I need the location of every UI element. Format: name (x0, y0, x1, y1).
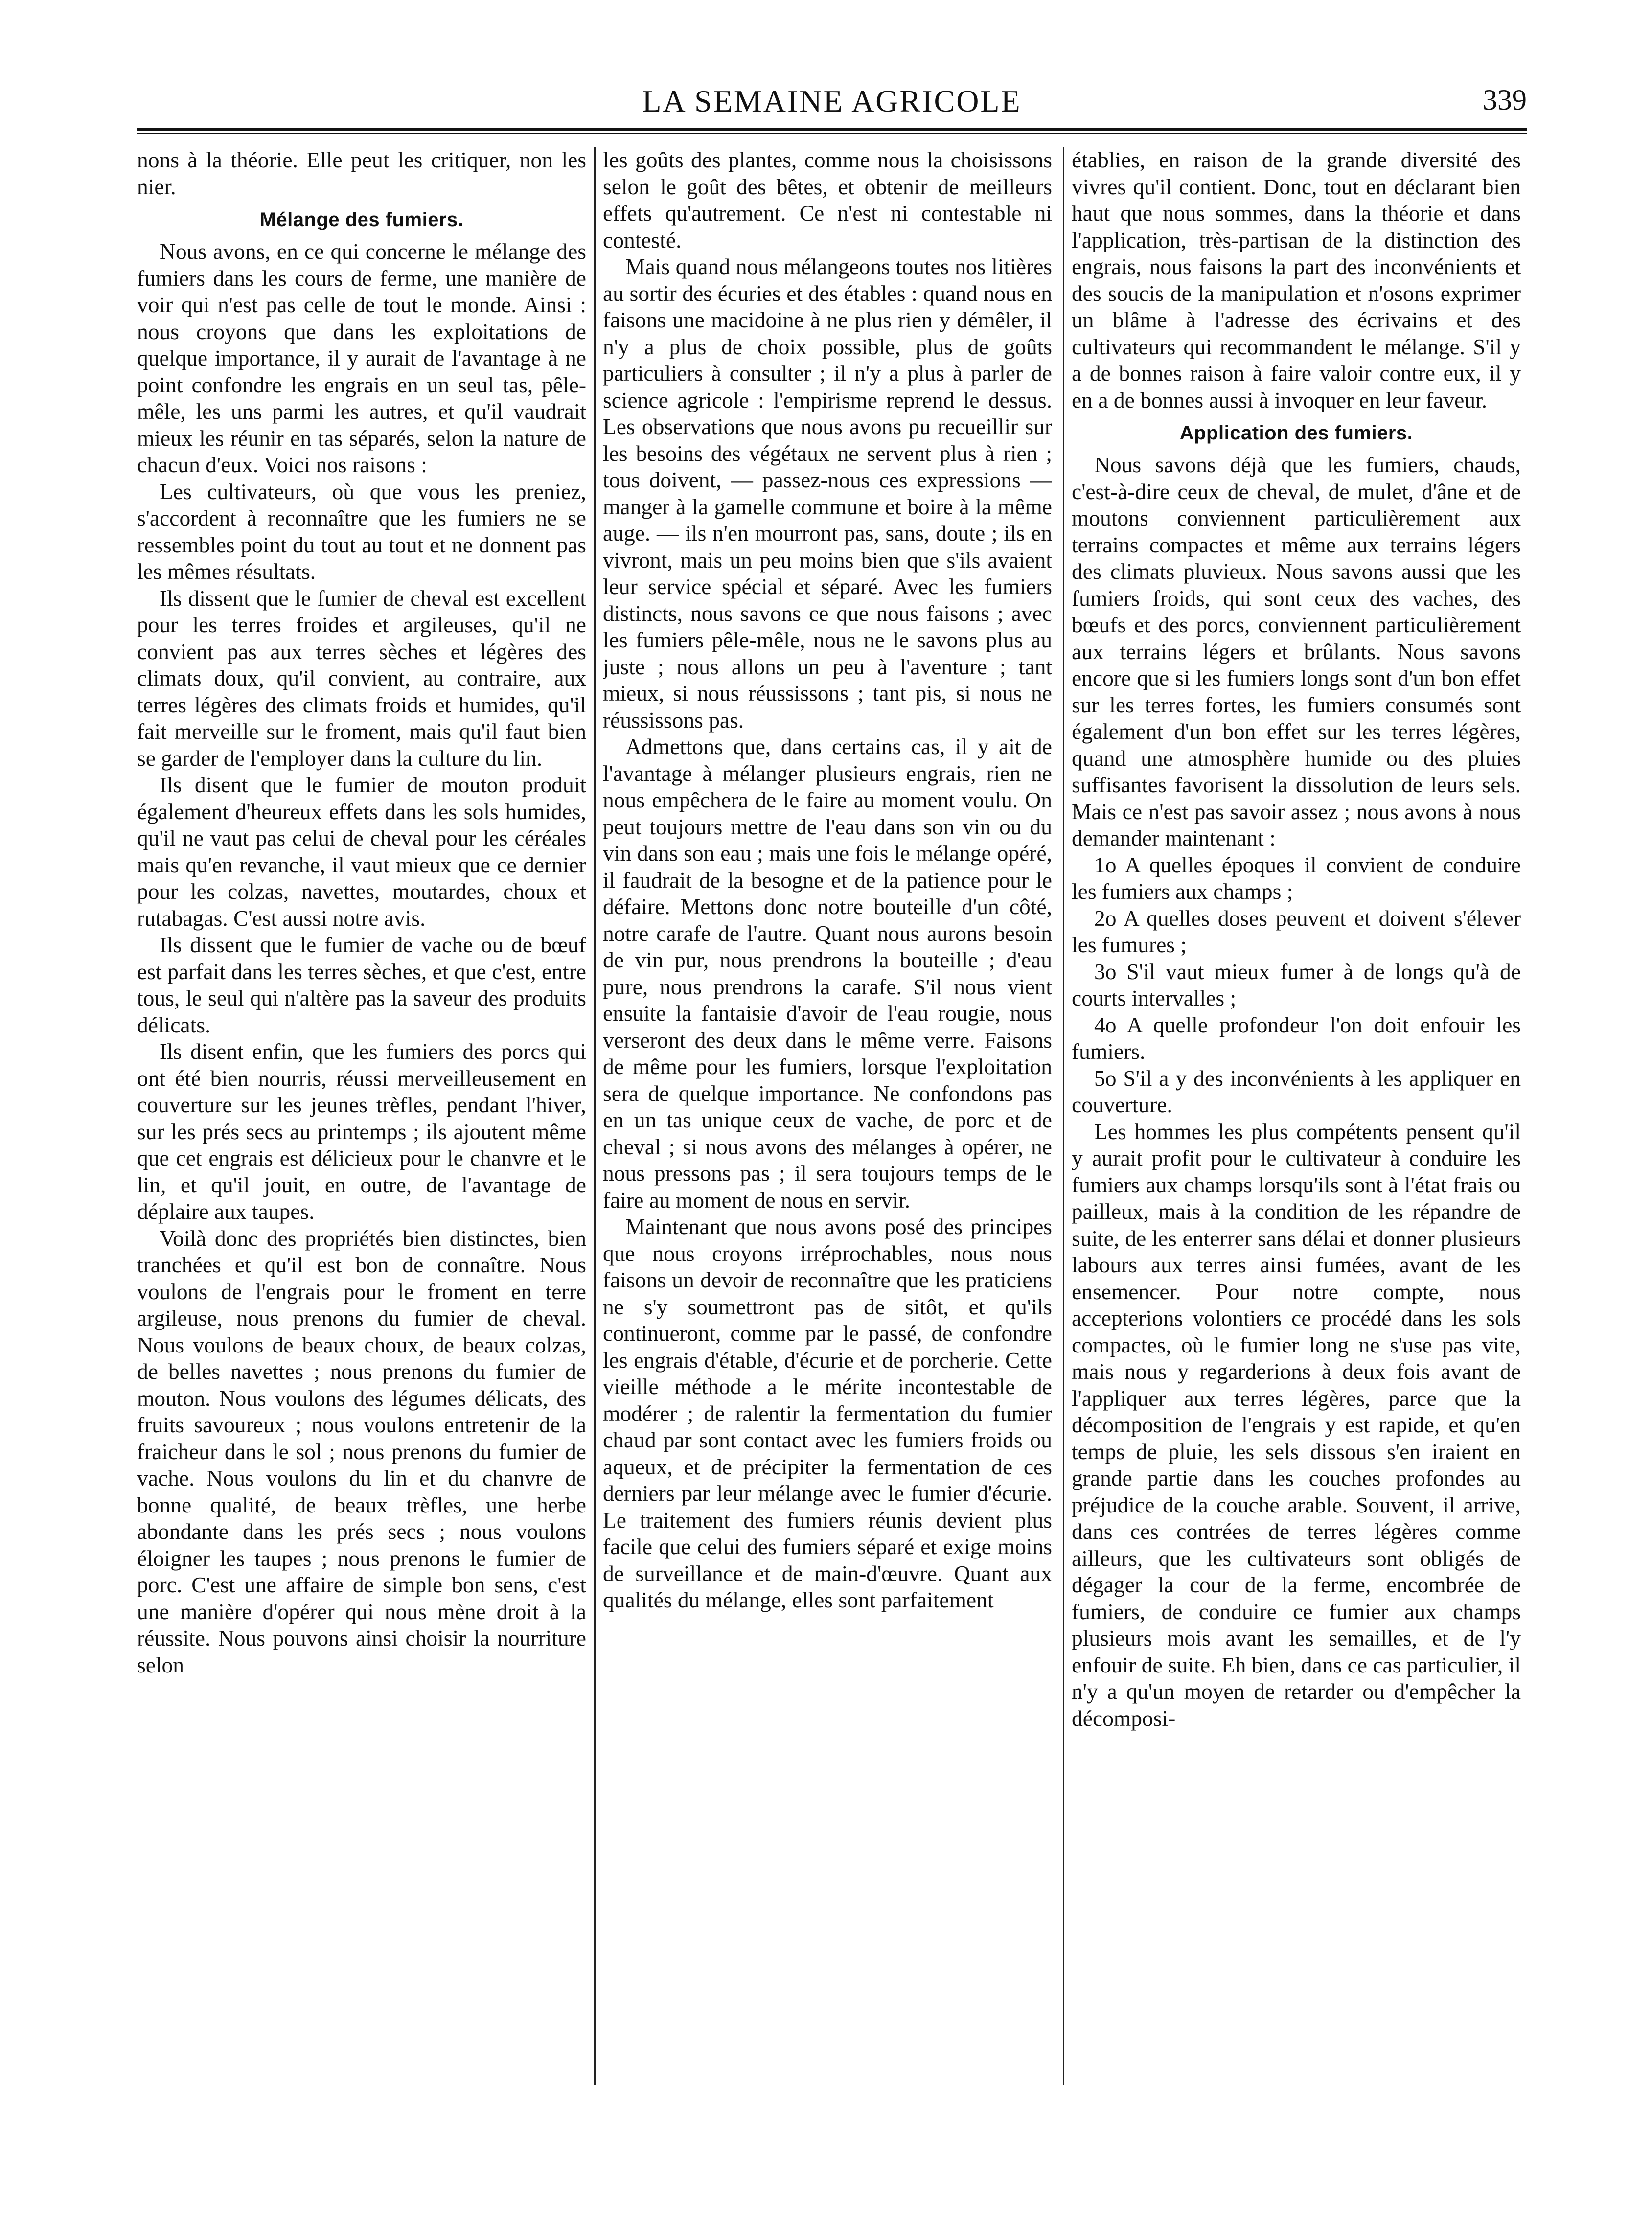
paragraph: 1o A quelles époques il convient de conduire les fumiers aux champs ; (1072, 852, 1521, 904)
paragraph: établies, en raison de la grande diversité des vivres qu'il contient. Donc, tout en déclarant bien haut que nous sommes, dans la théorie et dans l'application, très-partisan de la distinction des engrais, nous faisons la part des inconvénients et des soucis de la manipulation et n'osons exprimer un blâme à l'adresse des écrivains et des cultivateurs qui recommandent le mélange. S'il y a de bonnes raison à faire valoir contre eux, il y en a de bonnes aussi à invoquer en leur faveur. (1072, 147, 1521, 412)
paragraph: Nous avons, en ce qui concerne le mélange des fumiers dans les cours de ferme, une manière de voir qui n'est pas celle de tout le monde. Ainsi : nous croyons que dans les exploitations de quelque importance, il y aurait de l'avantage à ne point confondre les engrais en un seul tas, pêle-mêle, les uns parmi les autres, et qu'il vaudrait mieux les réunir en tas séparés, selon la nature de chacun d'eux. Voici nos raisons : (137, 239, 586, 477)
paragraph: Ils disent que le fumier de mouton produit également d'heureux effets dans les sols humides, qu'il ne vaut pas celui de cheval pour les céréales mais qu'en revanche, il vaut mieux que ce dernier pour les colzas, navettes, moutardes, choux et rutabagas. C'est aussi notre avis. (137, 772, 586, 931)
page-number: 339 (1483, 84, 1527, 116)
paragraph: 2o A quelles doses peuvent et doivent s'élever les fumures ; (1072, 905, 1521, 957)
paragraph: 3o S'il vaut mieux fumer à de longs qu'à de courts intervalles ; (1072, 959, 1521, 1010)
text-column-1 (137, 147, 586, 2085)
paragraph: Voilà donc des propriétés bien distinctes, bien tranchées et qu'il est bon de connaître. Nous voulons de l'engrais pour le froment en terre argileuse, nous prenons du fumier de cheval. Nous voulons de beaux choux, de beaux colzas, de belles navettes ; nous prenons du fumier de mouton. Nous voulons des légumes délicats, des fruits savoureux ; nous voulons entretenir de la fraicheur dans le sol ; nous prenons du fumier de vache. Nous voulons du lin et du chanvre de bonne qualité, de beaux trèfles, une herbe abondante dans les prés secs ; nous voulons éloigner les taupes ; nous prenons le fumier de porc. C'est une affaire de simple bon sens, c'est une manière d'opérer qui nous mène droit à la réussite. Nous pouvons ainsi choisir la nourriture selon (137, 1225, 586, 1677)
running-title: LA SEMAINE AGRICOLE (642, 84, 1022, 118)
paragraph: Ils disent enfin, que les fumiers des porcs qui ont été bien nourris, réussi merveilleusement en couverture sur les jeunes trèfles, pendant l'hiver, sur les prés secs au printemps ; ils ajoutent même que cet engrais est délicieux pour le chanvre et le lin, et qu'il jouit, en outre, de l'avantage de déplaire aux taupes. (137, 1039, 586, 1224)
paragraph: les goûts des plantes, comme nous la choisissons selon le goût des bêtes, et obtenir de meilleurs effets qu'autrement. Ce n'est ni contestable ni contesté. (603, 147, 1052, 252)
column-divider (594, 147, 596, 2085)
column-divider (1063, 147, 1064, 2085)
paragraph: nons à la théorie. Elle peut les critiquer, non les nier. (137, 147, 586, 199)
text-column-2 (603, 147, 1052, 2085)
paragraph: Mais quand nous mélangeons toutes nos litières au sortir des écuries et des étables : quand nous en faisons une macidoine à ne plus rien y démêler, il n'y a plus de choix possible, plus de goûts particuliers à consulter ; il n'y a plus à parler de science agricole : l'empirisme reprend le dessus. Les observations que nous avons pu recueillir sur les besoins des végétaux ne servent plus à rien ; tous doivent, — passez-nous ces expressions — manger à la gamelle commune et boire à la même auge. — ils n'en mourront pas, sans, doute ; ils en vivront, mais un peu moins bien que s'ils avaient leur service spécial et séparé. Avec les fumiers distincts, nous savons ce que nous faisons ; avec les fumiers pêle-mêle, nous ne le savons plus au juste ; nous allons un peu à l'aventure ; tant mieux, si nous réussissons ; tant pis, si nous ne réussissons pas. (603, 254, 1052, 733)
header-rule (137, 128, 1527, 134)
paragraph: Admettons que, dans certains cas, il y ait de l'avantage à mélanger plusieurs engrais, rien ne nous empêchera de le faire au moment voulu. On peut toujours mettre de l'eau dans son vin ou du vin dans son eau ; mais une fois le mélange opéré, il faudrait de la besogne et de la patience pour le défaire. Mettons donc notre bouteille d'un côté, notre carafe de l'autre. Quant nous aurons besoin de vin pur, nous prendrons la bouteille ; d'eau pure, nous prendrons la carafe. S'il nous vient ensuite la fantaisie d'avoir de l'eau rougie, nous verseront des deux dans le même verre. Faisons de même pour les fumiers, lorsque l'exploitation sera de quelque importance. Ne confondons pas en un tas unique ceux de vache, de porc et de cheval ; si nous avons des mélanges à opérer, ne nous pressons pas ; il sera toujours temps de le faire au moment de nous en servir. (603, 734, 1052, 1213)
paragraph: Maintenant que nous avons posé des principes que nous croyons irréprochables, nous nous faisons un devoir de reconnaître que les praticiens ne s'y soumettront pas de sitôt, et qu'ils continueront, comme par le passé, de confondre les engrais d'étable, d'écurie et de porcherie. Cette vieille méthode a le mérite incontestable de modérer ; de ralentir la fermentation du fumier chaud par sont contact avec les fumiers froids ou aqueux, et de précipiter la fermentation de ces derniers par leur mélange avec le fumier d'écurie. Le traitement des fumiers réunis devient plus facile que celui des fumiers séparé et exige moins de surveillance et de main-d'œuvre. Quant aux qualités du mélange, elles sont parfaitement (603, 1214, 1052, 1612)
paragraph: Ils dissent que le fumier de vache ou de bœuf est parfait dans les terres sèches, et que c'est, entre tous, le seul qui n'altère pas la saveur des produits délicats. (137, 932, 586, 1037)
text-column-3 (1072, 147, 1521, 2085)
section-heading: Mélange des fumiers. (259, 209, 464, 230)
paragraph: Nous savons déjà que les fumiers, chauds, c'est-à-dire ceux de cheval, de mulet, d'âne et de moutons conviennent particulièrement aux terrains compactes et même aux terrains légers des climats pluvieux. Nous savons aussi que les fumiers froids, qui sont ceux des vaches, des bœufs et des porcs, conviennent particulièrement aux terrains légers et brûlants. Nous savons encore que si les fumiers longs sont d'un bon effet sur les terres fortes, les fumiers consumés sont également d'un bon effet sur les terres légères, quand une atmosphère humide ou des pluies suffisantes favorisent la dissolution de leurs sels. Mais ce n'est pas savoir assez ; nous avons à nous demander maintenant : (1072, 452, 1521, 850)
paragraph: 5o S'il a y des inconvénients à les appliquer en couverture. (1072, 1065, 1521, 1117)
paragraph: 4o A quelle profondeur l'on doit enfouir les fumiers. (1072, 1012, 1521, 1064)
paragraph: Ils dissent que le fumier de cheval est excellent pour les terres froides et argileuses, qu'il ne convient pas aux terres sèches et légères des climats doux, qu'il convient, au contraire, aux terres légères des climats froids et humides, qu'il fait merveille sur le froment, mais qu'il faut bien se garder de l'employer dans la culture du lin. (137, 585, 586, 771)
paragraph: Les hommes les plus compétents pensent qu'il y aurait profit pour le cultivateur à conduire les fumiers aux champs lorsqu'ils sont à l'état frais ou pailleux, mais à la condition de les répandre de suite, de les enterrer sans délai et donner plusieurs labours aux terres ainsi fumées, avant de les ensemencer. Pour notre compte, nous accepterions volontiers ce procédé dans les sols compactes, où le fumier long ne s'use pas vite, mais nous y regarderions à deux fois avant de l'appliquer aux terres légères, parce que la décomposition de l'engrais y est rapide, et qu'en temps de pluie, les sels dissous s'en iraient en grande partie dans les couches profondes au préjudice de la couche arable. Souvent, il arrive, dans ces contrées de terres légères comme ailleurs, que les cultivateurs sont obligés de dégager la cour de la ferme, encombrée de fumiers, de conduire ce fumier aux champs plusieurs mois avant les semailles, et de l'y enfouir de suite. Eh bien, dans ce cas particulier, il n'y a qu'un moyen de retarder ou d'empêcher la décomposi- (1072, 1119, 1521, 1731)
section-heading: Application des fumiers. (1179, 422, 1413, 444)
page-header (137, 73, 1527, 127)
paragraph: Les cultivateurs, où que vous les preniez, s'accordent à reconnaître que les fumiers ne se ressembles point du tout au tout et ne donnent pas les mêmes résultats. (137, 479, 586, 584)
